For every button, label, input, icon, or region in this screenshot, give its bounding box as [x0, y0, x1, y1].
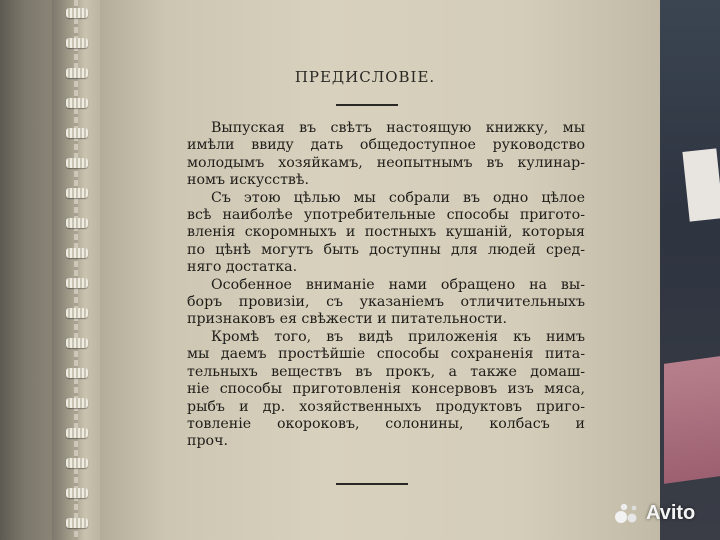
end-rule: [336, 483, 408, 485]
page-title: ПРЕДИСЛОВIЕ.: [294, 68, 436, 86]
text-line: боръ провизіи, съ указаніемъ отличительныхъ: [187, 294, 585, 311]
preface-text: [187, 120, 585, 451]
book-left-pages: [0, 0, 60, 540]
text-line: мы даемъ простѣйшіе способы сохраненія пита-: [187, 346, 585, 363]
stitch-mark: [66, 428, 88, 438]
stitch-mark: [66, 398, 88, 408]
text-line: ніе способы приготовленія консервовъ изъ мяса,: [187, 381, 585, 398]
stitch-mark: [66, 188, 88, 198]
stitch-mark: [66, 8, 88, 18]
stitch-mark: [66, 38, 88, 48]
text-line: рыбъ и др. хозяйственныхъ продуктовъ приго-: [187, 398, 585, 415]
text-line: молодымъ хозяйкамъ, неопытнымъ въ кулинар-: [187, 154, 585, 171]
stitch-mark: [66, 128, 88, 138]
stitch-mark: [66, 518, 88, 528]
text-line: признаковъ ея свѣжести и питательности.: [187, 311, 508, 328]
text-line: вленія скоромныхъ и постныхъ кушаній, которыя: [187, 224, 585, 241]
text-line: товленіе окороковъ, солонины, колбасъ и: [187, 415, 585, 432]
stitch-mark: [66, 278, 88, 288]
stitch-mark: [66, 308, 88, 318]
stitch-mark: [66, 158, 88, 168]
avito-logo-icon: [614, 501, 640, 525]
text-line: тельныхъ веществъ въ прокъ, а также домаш-: [187, 363, 585, 380]
text-line: Кромѣ того, въ видѣ приложенія къ нимъ: [211, 328, 585, 345]
text-line: имѣли ввиду дать общедоступное руководство: [187, 137, 585, 154]
background-object-pink: [664, 356, 720, 484]
text-line: Съ этою цѣлью мы собрали въ одно цѣлое: [211, 189, 585, 206]
stitch-mark: [66, 488, 88, 498]
text-line: номъ искусствѣ.: [187, 172, 309, 189]
avito-watermark: [614, 500, 695, 526]
background-object-white: [682, 148, 720, 221]
stitch-mark: [66, 368, 88, 378]
text-line: няго достатка.: [187, 259, 298, 276]
text-line: Особенное вниманіе нами обращено на вы-: [211, 276, 585, 293]
title-rule: [336, 104, 398, 106]
stitch-mark: [66, 98, 88, 108]
text-line: всѣ наиболѣе употребительные способы пригото-: [187, 207, 585, 224]
stitch-mark: [66, 458, 88, 468]
stitch-mark: [66, 338, 88, 348]
stitch-mark: [66, 218, 88, 228]
watermark-text: Avito: [646, 501, 696, 524]
text-line: Выпуская въ свѣтъ настоящую книжку, мы: [211, 120, 585, 136]
text-line: по цѣнѣ могутъ быть доступны для людей сред-: [187, 241, 585, 258]
text-line: проч.: [187, 433, 228, 450]
stitch-mark: [66, 248, 88, 258]
stitch-mark: [66, 68, 88, 78]
